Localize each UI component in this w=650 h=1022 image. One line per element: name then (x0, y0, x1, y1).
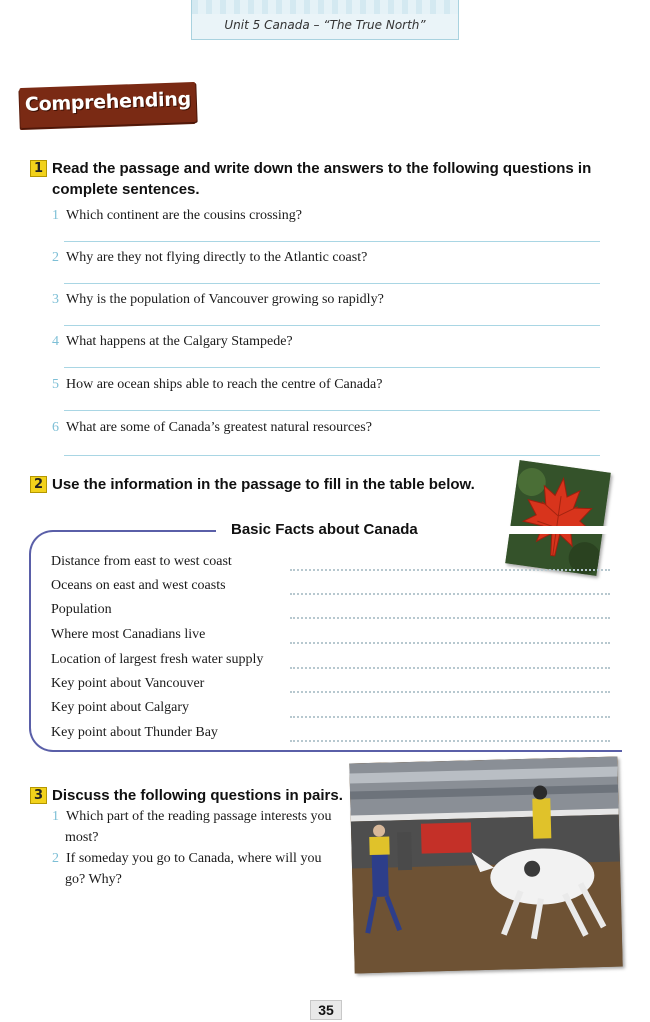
unit-header (191, 0, 459, 40)
question-number: 3 (52, 292, 59, 307)
question-text: Why is the population of Vancouver growing so rapidly? (66, 292, 384, 307)
exercise-2-badge: 2 (30, 476, 47, 493)
question-4 (52, 334, 293, 350)
fact-row-label: Key point about Vancouver (51, 676, 205, 691)
question-text: What happens at the Calgary Stampede? (66, 334, 293, 349)
fact-row-answer[interactable] (290, 593, 610, 595)
fact-row-label: Distance from east to west coast (51, 554, 232, 569)
fact-row-label: Oceans on east and west coasts (51, 578, 226, 593)
exercise-1-instruction: Read the passage and write down the answers to the following questions in complete sentences. (52, 160, 592, 198)
answer-line-2[interactable] (64, 283, 600, 284)
header-wave-decoration (192, 0, 458, 14)
fact-row-label: Where most Canadians live (51, 627, 206, 642)
question-text: Why are they not flying directly to the Atlantic coast? (66, 250, 368, 265)
question-text: If someday you go to Canada, where will you (66, 851, 322, 866)
question-number: 5 (52, 377, 59, 392)
exercise-3-instruction: Discuss the following questions in pairs. (52, 787, 343, 804)
facts-table-title: Basic Facts about Canada (231, 521, 418, 538)
fact-row-answer[interactable] (290, 667, 610, 669)
question-text: What are some of Canada’s greatest natural resources? (66, 420, 372, 435)
question-text-cont: go? Why? (65, 872, 122, 887)
fact-row-label: Location of largest fresh water supply (51, 652, 264, 667)
fact-row-label: Key point about Calgary (51, 700, 190, 715)
fact-row-answer[interactable] (290, 716, 610, 718)
question-3 (52, 292, 384, 308)
question-number: 4 (52, 334, 59, 349)
question-6 (52, 420, 372, 436)
question-1 (52, 208, 302, 224)
unit-title: Unit 5 Canada – “The True North” (224, 18, 426, 32)
question-number: 2 (52, 250, 59, 265)
fact-row-answer[interactable] (290, 740, 610, 742)
exercise-2-instruction: Use the information in the passage to fill in the table below. (52, 476, 475, 493)
calgary-stampede-photo (349, 757, 622, 974)
answer-line-5[interactable] (64, 410, 600, 411)
question-number: 1 (52, 809, 59, 824)
question-text-cont: most? (65, 830, 99, 845)
discussion-question-1 (52, 806, 332, 848)
answer-line-6[interactable] (64, 455, 600, 456)
section-banner (19, 82, 196, 128)
fact-row-answer[interactable] (290, 691, 610, 693)
exercise-1-badge: 1 (30, 160, 47, 177)
fact-row-answer[interactable] (290, 617, 610, 619)
discussion-question-2 (52, 848, 321, 890)
question-number: 2 (52, 851, 59, 866)
rodeo-scene-icon (349, 757, 622, 974)
fact-row-label: Population (51, 602, 112, 617)
question-text: How are ocean ships able to reach the centre of Canada? (66, 377, 383, 392)
answer-line-1[interactable] (64, 241, 600, 242)
fact-row-label: Key point about Thunder Bay (51, 725, 218, 740)
page-number: 35 (310, 1000, 342, 1020)
question-number: 1 (52, 208, 59, 223)
answer-line-4[interactable] (64, 367, 600, 368)
fact-row-answer[interactable] (290, 569, 610, 571)
exercise-3-badge: 3 (30, 787, 47, 804)
fact-row-answer[interactable] (290, 642, 610, 644)
question-2 (52, 250, 367, 266)
question-number: 6 (52, 420, 59, 435)
question-text: Which continent are the cousins crossing? (66, 208, 302, 223)
section-title: Comprehending (24, 88, 192, 116)
answer-line-3[interactable] (64, 325, 600, 326)
question-5 (52, 377, 382, 393)
question-text: Which part of the reading passage interests you (66, 809, 332, 824)
